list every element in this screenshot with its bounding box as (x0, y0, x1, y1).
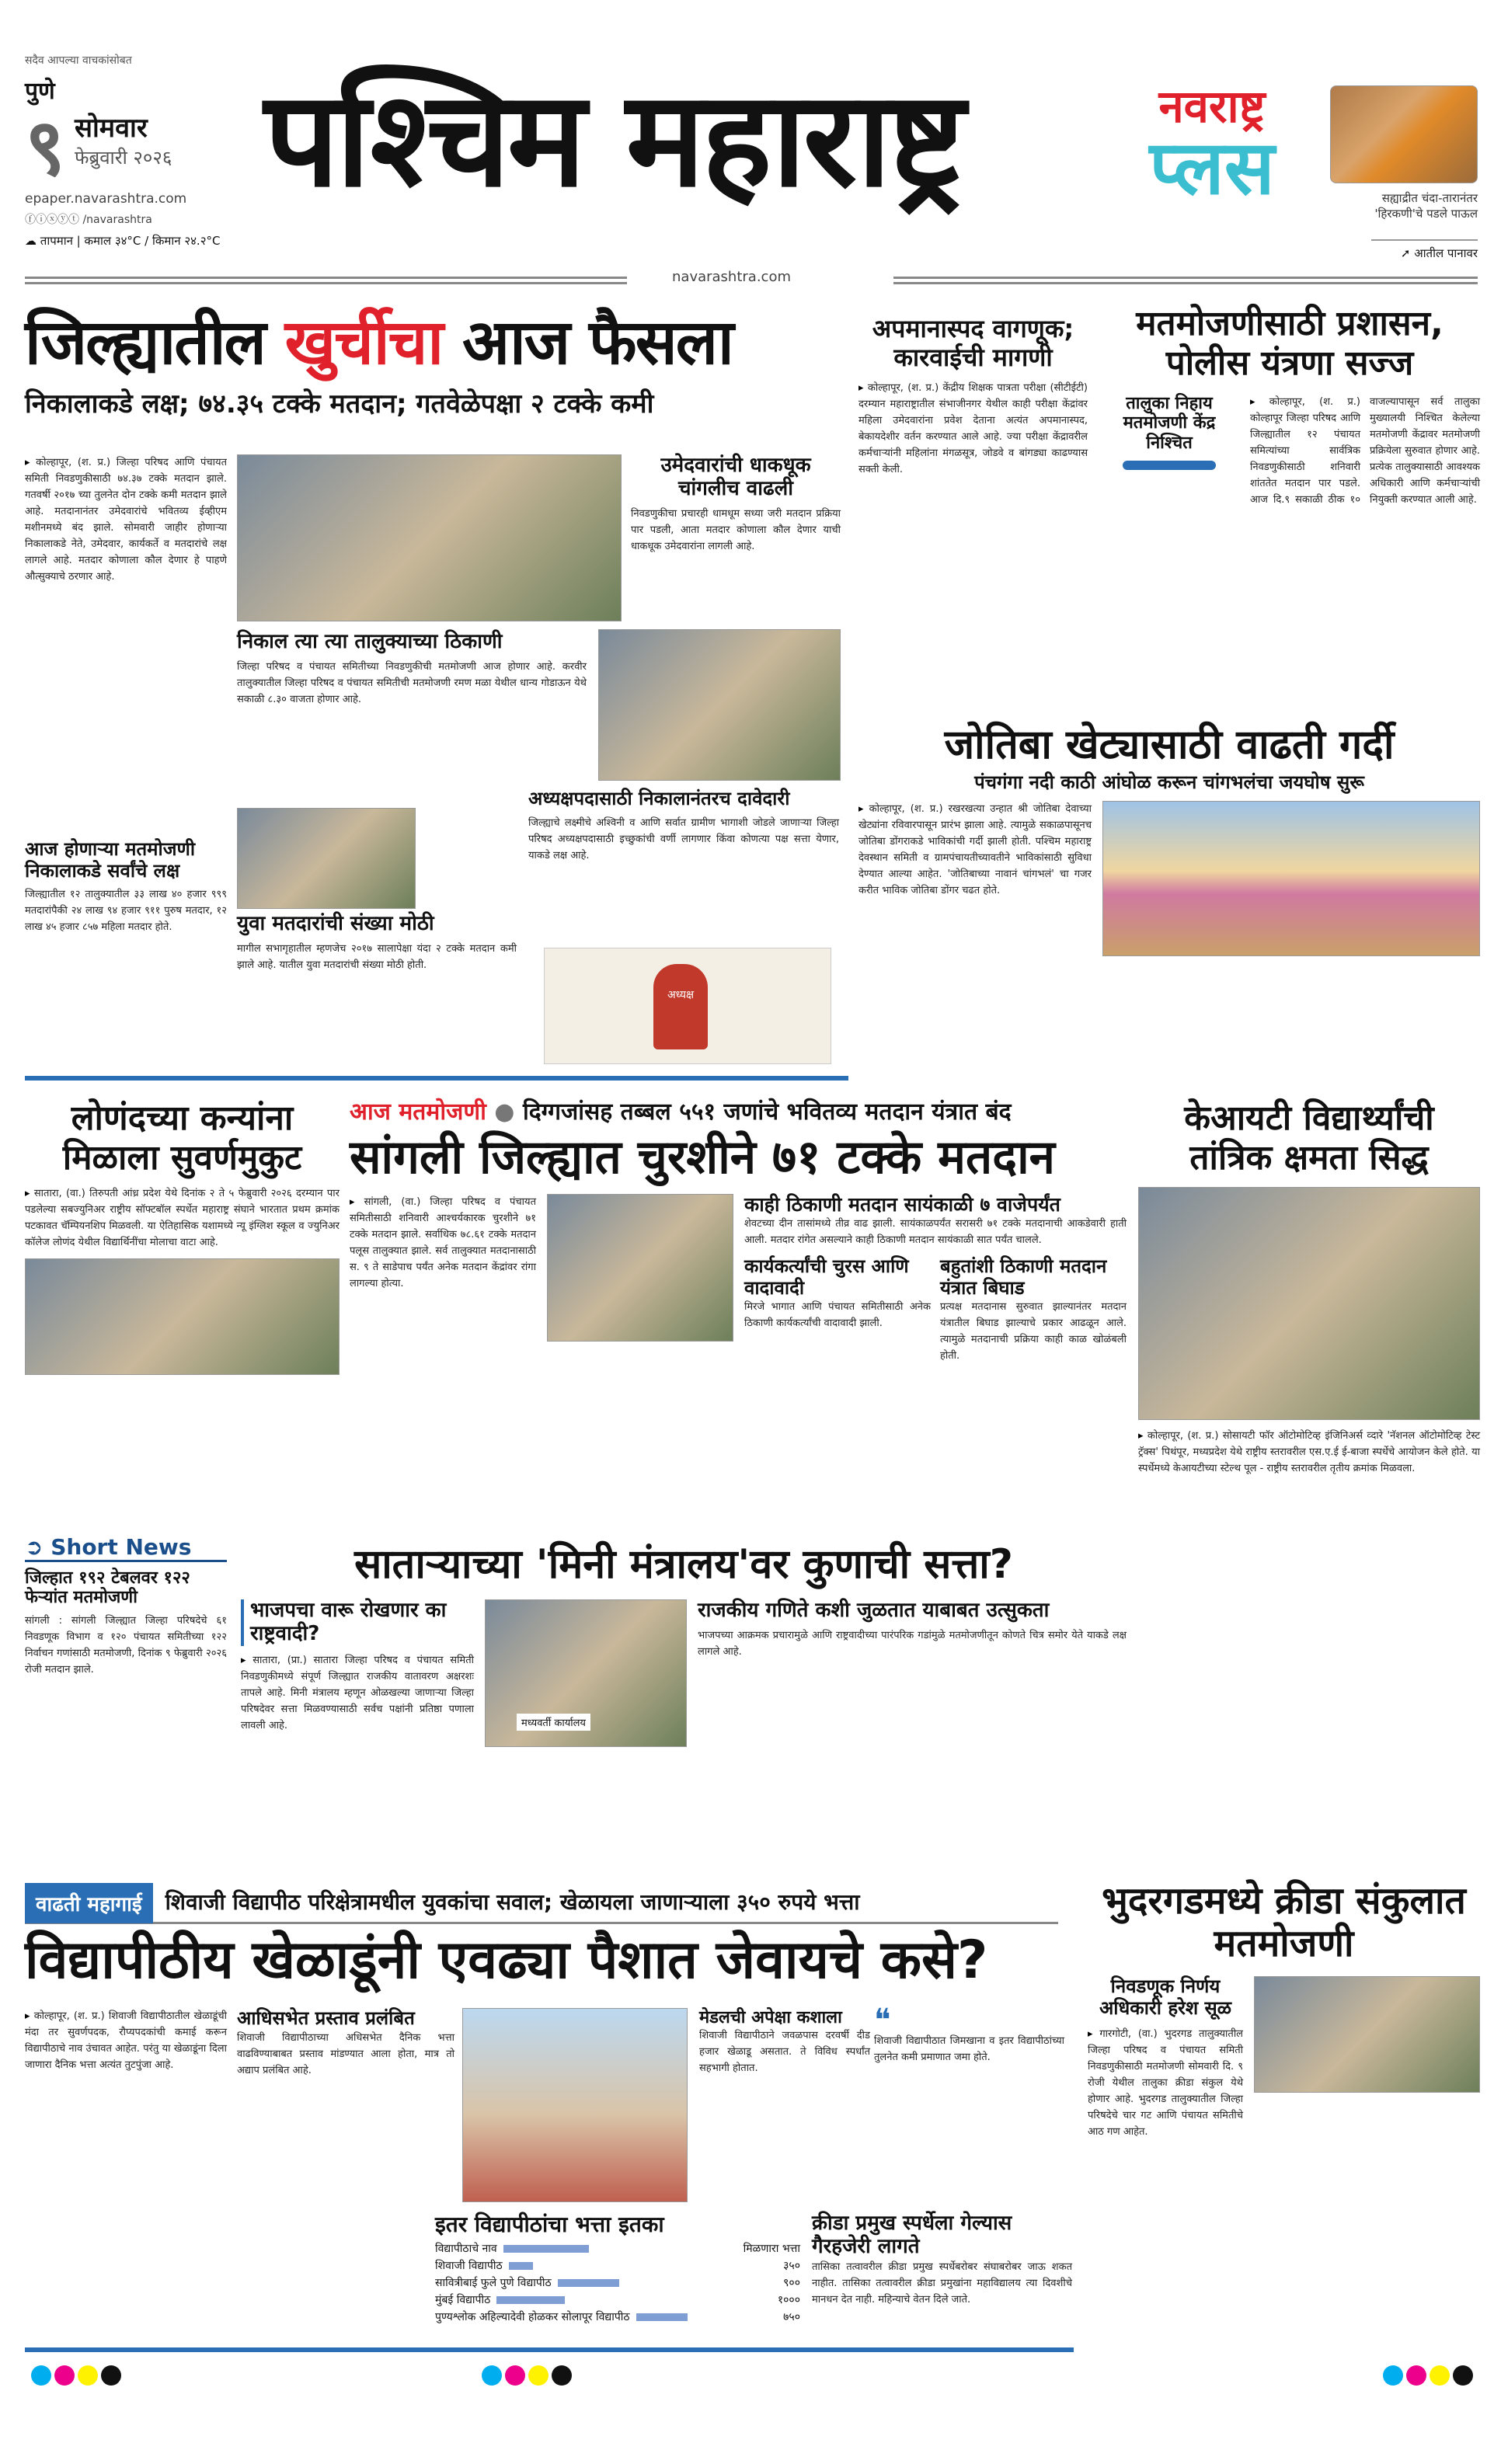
bottom-sub1: आधिसभेत प्रस्ताव प्रलंबित शिवाजी विद्यापीठाच्या अधिसभेत दैनिक भत्ता वाढविण्याबाबत प्रस्ताव मांडण्यात आला होता, मात्र तो अद्याप प्रलंबित आहे. (237, 2007, 454, 2076)
chair-cartoon (544, 948, 831, 1064)
social-links[interactable] (25, 211, 258, 227)
arrow-icon: ➲ (25, 1534, 51, 1560)
lead-headline: जिल्ह्यातील खुर्चीचा आज फैसला (25, 306, 733, 378)
voters-queue-photo (237, 454, 622, 621)
lead-sub5: अध्यक्षपदासाठी निकालानंतरच दावेदारी जिल्ह्याचे लक्ष्मीचे अश्विनी व आणि सर्वात ग्रामीण भागाशी जोडले जाणाऱ्या जिल्हा परिषद अध्यक्षपदासाठी इच्छुकांची वर्णी लागणार किंवा कोणत्या पक्ष सत्ता येणार, याकडे लक्ष आहे. (528, 788, 839, 861)
table-header (435, 2240, 800, 2257)
allowance-bar (496, 2296, 565, 2304)
bhudargad-story: भुदरगडमध्ये क्रीडा संकुलात मतमोजणी निवडणूक निर्णय अधिकारी हरेश सूळ ▸ गारगोटी, (वा.) भुदरगड तालुक्यातील जिल्हा परिषद व पंचायत समिती निवडणुकीसाठी मतमोजणी सोमवारी दि. ९ रोजी येथील तालुका क्रीडा संकुल येथे होणार आहे. भुदरगड तालुक्यातील जिल्हा परिषदेचे चार गट आणि पंचायत समितीचे आठ गण आहेत. (1088, 1880, 1480, 2140)
allowance-bar (509, 2262, 533, 2270)
lonand-story: लोणंदच्या कन्यांना मिळाला सुवर्णमुकुट ▸ सातारा, (वा.) तिरुपती आंध्र प्रदेश येथे दिनांक २ ते ५ फेब्रुवारी २०२६ दरम्यान पार पडलेल्या सबज्युनिअर राष्ट्रीय सॉफ्टबॉल स्पर्धेत महाराष्ट्र संघाने भारतात प्रथम क्रमांक पटकावत चॅम्पियनशिप मिळवली. या ऐतिहासिक यशामध्ये न्यू इंग्लिश स्कूल व ज्युनिअर कॉलेज लोणंद येथील विद्यार्थिनींचा मोलाचा वाटा आहे. (25, 1099, 340, 1375)
date-number: ९ (25, 102, 65, 193)
inside-page-ref (1371, 239, 1478, 261)
registration-marks (31, 2365, 124, 2389)
registration-marks (1383, 2365, 1476, 2389)
counting-staff-photo (598, 629, 841, 781)
divider (1123, 461, 1216, 470)
allowance-value: ३५० (783, 2260, 800, 2273)
polling-booth-photo (547, 1194, 733, 1342)
university-name: मुंबई विद्यापीठ (435, 2294, 491, 2307)
short-news-label: ➲ Short News (25, 1534, 227, 1562)
quote-box: ❝ शिवाजी विद्यापीठात जिमखाना व इतर विद्यापीठांच्या तुलनेत कमी प्रमाणात जमा होते. (874, 2003, 1064, 2063)
lead-story (25, 307, 848, 419)
bottom-sub3: क्रीडा प्रमुख स्पर्धेला गेल्यास गैरहजेरी लागते तासिका तत्वावरील क्रीडा प्रमुख स्पर्धेबरोबर संघाबरोबर जाऊ शकत नाहीत. तासिका तत्वावरील क्रीडा प्रमुखांना महाविद्यालय त्या दिवशीचे मानधन देत नाही. महिन्याचे वेतन दिले जाते. (812, 2212, 1072, 2306)
kicker: तालुका निहाय मतमोजणी केंद्र निश्चित (1123, 394, 1216, 453)
weather-text: तापमान | कमाल ३४°C / किमान २४.२°C (40, 234, 221, 248)
table-row (435, 2274, 800, 2292)
exam-story: अपमानास्पद वागणूक; कारवाईची मागणी ▸ कोल्हापूर, (श. प्र.) केंद्रीय शिक्षक पात्रता परीक्षा (सीटीईटी) दरम्यान महाराष्ट्रातील संभाजीनगर येथील काही परीक्षा केंद्रांवर महिला उमेदवारांना प्रवेश देताना अत्यंत अपमानास्पद, बेकायदेशीर वर्तन करण्यात आले आहे. ज्या परीक्षा केंद्रावरील कर्मचाऱ्यांनी महिलांना मंगळसूत्र, जोडवे व बांगड्या काढण्यास सक्ती केली. (858, 315, 1088, 478)
university-name: विद्यापीठाचे नाव (435, 2243, 497, 2256)
allowance-bar (636, 2313, 688, 2321)
social-handle: /navarashtra (82, 214, 152, 226)
allowance-value: ९०० (783, 2277, 800, 2290)
band-kicker: शिवाजी विद्यापीठ परिक्षेत्रामधील युवकांचा सवाल; खेळायला जाणाऱ्याला ३५० रुपये भत्ता (165, 1889, 860, 1916)
lead-body: ▸ कोल्हापूर, (श. प्र.) जिल्हा परिषद आणि पंचायत समिती निवडणुकीसाठी ७४.३७ टक्के मतदान झाले. गतवर्षी २०१७ च्या तुलनेत दोन टक्के कमी मतदान झाले आहे. मतदानानंतर उमेदवारांचे भवितव्य ईव्हीएम मशीनमध्ये बंद झाले. सोमवारी जाहीर होणाऱ्या निकालाकडे नेते, उमेदवार, कार्यकर्ते व मतदारांचे लक्ष लागले आहे. मतदार कोणाला कौल देणार हे पाहणे औत्सुक्याचे ठरणार आहे. (25, 454, 227, 827)
quote-icon: ❝ (874, 2003, 891, 2038)
building-sign: मध्यवर्ती कार्यालय (517, 1714, 590, 1731)
short-news: ➲ Short News जिल्हात १९२ टेबलवर १२२ फेऱ्यांत मतमोजणी सांगली : सांगली जिल्ह्यात जिल्हा परिषदेचे ६१ निवडणूक विभाग व १२० पंचायत समितीच्या १२२ निर्वाचन गणांसाठी मतमोजणी, दिनांक ९ फेब्रुवारी २०२६ रोजी मतदान झाले. (25, 1534, 227, 1676)
sangli-story: आज मतमोजणी ● दिग्गजांसह तब्बल ५५१ जणांचे भवितव्य मतदान यंत्रात बंद सांगली जिल्ह्यात चुरशीने ७१ टक्के मतदान ▸ सांगली, (वा.) जिल्हा परिषद व पंचायत समितीसाठी शनिवारी आश्चर्यकारक चुरशीने ७१ टक्के मतदान झाले. सर्वाधिक ७८.६१ टक्के मतदान पलूस तालुक्यात झाले. सर्व तालुक्यात मतदानासाठी स. ९ ते साडेपाच पर्यंत अनेक मतदान केंद्रांवर रांगा लागल्या होत्या. काही ठिकाणी मतदान सायंकाळी ७ वाजेपर्यंत शेवटच्या दीन तासांमध्ये तीव्र वाढ झाली. सायंकाळपर्यंत सरासरी ७१ टक्के मतदानाची आकडेवारी हाती आली. मतदार रांगेत असल्याने काही ठिकाणी मतदान सायंकाळी सात पर्यंत चालले. कार्यकर्त्यांची चुरस आणि वादावादी मिरजे भागात आणि पंचायत समितीसाठी अनेक ठिकाणी कार्यकर्त्यांची वादावादी झाली. बहुतांशी ठिकाणी मतदान यंत्रात बिघाड प्रत्यक्ष मतदानास सुरुवात झाल्यानंतर मतदान यंत्रातील बिघाड झाल्याचे प्रकार आढळून आले. त्यामुळे मतदानाची प्रक्रिया काही काळ खोळंबली होती. (350, 1099, 1127, 1364)
day: सोमवार (75, 113, 148, 144)
officer-photo (1254, 1976, 1480, 2093)
tagline: सदैव आपल्या वाचकांसोबत (25, 54, 132, 67)
city: पुणे (25, 78, 55, 105)
lead-subhead: निकालाकडे लक्ष; ७४.३५ टक्के मतदान; गतवेळेपक्षा २ टक्के कमी (25, 388, 654, 419)
lead-sub2: निकाल त्या त्या तालुक्याच्या ठिकाणी जिल्हा परिषद व पंचायत समितीच्या निवडणुकीची मतमोजणी आज होणार आहे. करवीर तालुक्यातील जिल्हा परिषद व पंचायत समितीची मतमोजणी रमण मळा येथील धान्य गोडाऊन येथे सकाळी ८.३० वाजता होणार आहे. (237, 630, 587, 705)
masthead-rule-left (25, 277, 627, 284)
brand-logo (1107, 80, 1317, 211)
university-name: सावित्रीबाई फुले पुणे विद्यापीठ (435, 2277, 552, 2290)
section-rule (25, 1076, 848, 1081)
zp-building-photo (485, 1599, 687, 1747)
temple-photo (1102, 801, 1480, 956)
bottom-headline: विद्यापीठीय खेळाडूंनी एवढ्या पैशात जेवायचे कसे? (25, 1930, 988, 1991)
brand-bottom: प्लस (1149, 124, 1275, 211)
allowance-value: १००० (777, 2294, 800, 2307)
allowance-bar (503, 2245, 589, 2253)
registration-marks (482, 2365, 575, 2389)
weather-icon: ☁ (25, 234, 40, 248)
newspaper-title: पश्चिम महाराष्ट्र (264, 63, 963, 217)
allowance-bar (558, 2279, 619, 2287)
website[interactable]: navarashtra.com (672, 269, 791, 285)
counting-admin-story: मतमोजणीसाठी प्रशासन, पोलीस यंत्रणा सज्ज तालुका निहाय मतमोजणी केंद्र निश्चित ▸ कोल्हापूर, (श. प्र.) कोल्हापूर जिल्हा परिषद आणि जिल्ह्यातील १२ पंचायत समित्यांच्या सार्वत्रिक निवडणुकीसाठी शनिवारी शांततेत मतदान पार पडले. आज दि.९ सकाळी ठीक १० वाजल्यापासून सर्व तालुका मुख्यालयी निश्चित केलेल्या मतमोजणी केंद्रावर मतमोजणी प्रक्रियेला सुरुवात होणार आहे. प्रत्येक तालुक्यासाठी आवश्यक अधिकारी आणि कर्मचाऱ्यांची नियुक्ती करण्यात आली आहे. (1099, 305, 1480, 508)
price-rise-band (25, 1884, 1058, 1924)
masthead-rule-right (893, 277, 1478, 284)
jotiba-story: जोतिबा खेट्यासाठी वाढती गर्दी पंचगंगा नदी काठी आंघोळ करून चांगभलंचा जयघोष सुरू ▸ कोल्हापूर, (श. प्र.) रखरखत्या उन्हात श्री जोतिबा देवाच्या खेट्यांना रविवारपासून प्रारंभ झाला आहे. त्यामुळे सकाळपासूनच जोतिबा डोंगराकडे भाविकांची गर्दी झाली होती. पश्चिम महाराष्ट्र देवस्थान समिती व ग्रामपंचायतीच्यावतीने भाविकांसाठी सुविधा देण्यात आल्या आहेत. 'जोतिबाच्या नावानं चांगभलं' चा गजर करीत भाविक जोतिबा डोंगर चढत होते. (858, 722, 1480, 956)
university-name: पुण्यश्लोक अहिल्यादेवी होळकर सोलापूर विद्यापीठ (435, 2311, 630, 2324)
allowance-value: मिळणारा भत्ता (743, 2243, 800, 2256)
young-voters-photo (237, 808, 416, 909)
epaper-link[interactable]: epaper.navarashtra.com (25, 191, 187, 207)
lead-sub3: आज होणाऱ्या मतमोजणी निकालाकडे सर्वांचे लक्ष जिल्ह्यातील १२ तालुक्यातील ३३ लाख ४० हजार ९९९ मतदारांपैकी २४ लाख ९४ हजार ९११ पुरुष मतदार, १२ लाख ४५ हजार ८५७ महिला मतदार होते. (25, 838, 227, 934)
bottom-rule (25, 2347, 1074, 2352)
month-year: फेब्रुवारी २०२६ (75, 147, 172, 169)
bottom-sub2: मेडलची अपेक्षा कशाला शिवाजी विद्यापीठाने जवळपास दरवर्षी दीड हजार खेळाडू असतात. ते विविध स्पर्धांत सहभागी होतात. (699, 2008, 870, 2075)
university-photo (462, 2008, 688, 2202)
allowance-table (435, 2212, 800, 2326)
athletes-photo (25, 1258, 340, 1375)
kit-story: केआयटी विद्यार्थ्यांची तांत्रिक क्षमता सिद्ध ▸ कोल्हापूर, (श. प्र.) सोसायटी फॉर ऑटोमोटिव्ह इंजिनिअर्स व्दारे 'नॅशनल ऑटोमोटिव्ह टेस्ट ट्रॅक्स' पिथंपूर, मध्यप्रदेश येथे राष्ट्रीय स्तरावरील एस.ए.ई ई-बाजा स्पर्धेचे आयोजन केले होते. या स्पर्धेमध्ये केआयटीच्या स्टेल्थ पूल - राष्ट्रीय स्तरावरील तृतीय क्रमांक मिळवला. (1138, 1099, 1480, 1477)
university-name: शिवाजी विद्यापीठ (435, 2260, 503, 2273)
byline: आतील पानावर (1414, 246, 1478, 260)
band-label: वाढती महागाई (25, 1883, 153, 1923)
kit-team-photo (1138, 1187, 1480, 1420)
social-icons: ⓕⓘⓧⓨⓣ (25, 214, 83, 226)
teaser[interactable]: सह्याद्रीत चंदा-तारानंतर 'हिरकणी'चे पडले पाऊल (1374, 191, 1478, 221)
bottom-body: ▸ कोल्हापूर, (श. प्र.) शिवाजी विद्यापीठातील खेळाडूंची मंदा तर सुवर्णपदक, रौप्यपदकांची कमाई करून विद्यापीठाचे नाव उंचावत आहेत. परंतु या खेळाडूंना दिला जाणारा दैनिक भत्ता अत्यंत तुटपुंजा आहे. (25, 2008, 227, 2073)
chair-label: अध्यक्ष (653, 964, 708, 1049)
table-row (435, 2257, 800, 2274)
brand-top: नवराष्ट्र (1158, 80, 1266, 133)
table-title: इतर विद्यापीठांचा भत्ता इतका (435, 2212, 664, 2237)
table-row (435, 2292, 800, 2309)
satara-story: साताऱ्याच्या 'मिनी मंत्रालय'वर कुणाची सत्ता? भाजपचा वारू रोखणार का राष्ट्रवादी? ▸ सातारा, (प्रा.) सातारा जिल्हा परिषद व पंचायत समिती निवडणुकीमध्ये संपूर्ण जिल्ह्यात राजकीय वातावरण अक्षरशः तापले आहे. मिनी मंत्रालय म्हणून ओळखल्या जाणाऱ्या जिल्हा परिषदेवर सत्ता मिळवण्यासाठी सर्वच पक्षांनी प्रतिष्ठा पणाला लावली आहे. मध्यवर्ती कार्यालय राजकीय गणिते कशी जुळतात याबाबत उत्सुकता भाजपच्या आक्रमक प्रचारामुळे आणि राष्ट्रवादीच्या पारंपरिक गडांमुळे मतमोजणीतून कोणते चित्र समोर येते याकडे लक्ष लागले आहे. (241, 1542, 1127, 1747)
tiger-photo (1330, 85, 1478, 183)
weather (25, 233, 258, 249)
lead-sub4: युवा मतदारांची संख्या मोठी मागील सभागृहातील म्हणजेच २०१७ सालापेक्षा यंदा २ टक्के मतदान कमी झाले आहे. यातील युवा मतदारांची संख्या मोठी होती. (237, 912, 517, 971)
lead-sub1: उमेदवारांची धाकधूक चांगलीच वाढली निवडणुकीचा प्रचारही धामधूम सध्या जरी मतदान प्रक्रिया पार पडली, आता मतदार कोणाला कौल देणार याची धाकधूक उमेदवारांना लागली आहे. (631, 454, 841, 552)
allowance-value: ७५० (783, 2311, 800, 2324)
arrow-icon: ➚ (1400, 246, 1415, 260)
masthead-left (25, 53, 258, 249)
table-row (435, 2309, 800, 2326)
